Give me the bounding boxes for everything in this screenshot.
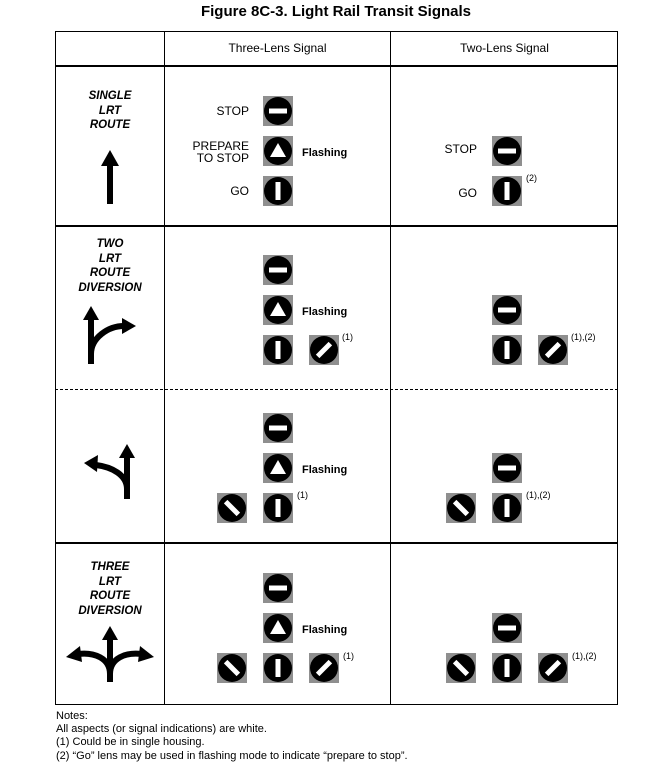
horizontal-bar-icon [263,96,293,126]
header-three-lens: Three-Lens Signal [228,41,327,55]
figure-title: Figure 8C-3. Light Rail Transit Signals [200,3,472,20]
horizontal-bar-icon [492,453,522,483]
lens-stop [492,453,522,483]
vertical-bar-icon [263,653,293,683]
label-stop: STOP [444,142,477,156]
horizontal-bar-icon [263,573,293,603]
lens-stop [263,573,293,603]
left-diversion-arrow-icon [82,443,138,501]
vertical-bar-icon [263,176,293,206]
vertical-bar-icon [263,493,293,523]
row-label-two: TWO LRT ROUTE DIVERSION [78,238,142,294]
note-line: (1) Could be in single housing. [56,736,205,749]
diagonal-left-bar-icon [446,493,476,523]
lens-go-left [217,493,247,523]
lens-go-left [446,653,476,683]
flashing-label: Flashing [302,306,348,318]
lens-prepare [263,453,293,483]
vertical-bar-icon [492,493,522,523]
horizontal-bar-icon [263,413,293,443]
lens-go [263,493,293,523]
row-divider [55,65,618,67]
lens-prepare [263,613,293,643]
column-divider [390,31,391,705]
footnote-mark: (1),(2) [526,490,551,500]
note-line: All aspects (or signal indications) are white. [56,723,267,736]
flashing-label: Flashing [302,464,348,476]
horizontal-bar-icon [492,136,522,166]
vertical-bar-icon [492,335,522,365]
lens-go-right [309,335,339,365]
three-route-diversion-arrow-icon [64,624,156,684]
lens-go-left [217,653,247,683]
diagonal-left-bar-icon [217,493,247,523]
row-divider-dashed [55,389,618,390]
lens-go [492,493,522,523]
diagonal-right-bar-icon [309,653,339,683]
triangle-icon [263,295,293,325]
row-label-three: THREE LRT ROUTE DIVERSION [78,561,142,617]
footnote-mark: (1) [297,490,308,500]
lens-prepare [263,136,293,166]
lens-stop [263,255,293,285]
vertical-bar-icon [492,653,522,683]
header-two-lens: Two-Lens Signal [460,41,549,55]
triangle-icon [263,453,293,483]
lens-go-right [309,653,339,683]
lens-go [263,653,293,683]
diagonal-right-bar-icon [538,335,568,365]
diagonal-right-bar-icon [309,335,339,365]
lens-prepare [263,295,293,325]
lens-stop [492,136,522,166]
lens-go [263,176,293,206]
two-route-diversion-arrow-icon [80,304,140,366]
lens-stop [263,96,293,126]
notes [56,710,408,763]
label-prepare-to-stop: PREPARE TO STOP [192,139,249,165]
footnote-mark: (1),(2) [571,332,596,342]
vertical-bar-icon [492,176,522,206]
straight-arrow-icon [97,148,123,206]
lens-go-left [446,493,476,523]
lens-go [492,653,522,683]
footnote-mark: (1),(2) [572,651,597,661]
horizontal-bar-icon [492,613,522,643]
horizontal-bar-icon [263,255,293,285]
diagonal-left-bar-icon [217,653,247,683]
label-go: GO [230,184,249,198]
footnote-mark: (1) [343,651,354,661]
lens-go [263,335,293,365]
horizontal-bar-icon [492,295,522,325]
label-stop: STOP [216,104,249,118]
lens-stop [492,613,522,643]
row-divider [55,225,618,227]
footnote-mark: (2) [526,173,537,183]
lens-stop [263,413,293,443]
lens-go-right [538,335,568,365]
flashing-label: Flashing [302,624,348,636]
column-divider [164,31,165,705]
lens-go-right [538,653,568,683]
footnote-mark: (1) [342,332,353,342]
lens-go [492,335,522,365]
vertical-bar-icon [263,335,293,365]
diagonal-left-bar-icon [446,653,476,683]
row-label-single: SINGLE LRT ROUTE [88,90,132,131]
label-go: GO [458,186,477,200]
flashing-label: Flashing [302,147,348,159]
lens-stop [492,295,522,325]
triangle-icon [263,613,293,643]
notes-heading: Notes: [56,710,88,722]
note-line: (2) “Go” lens may be used in flashing mode to indicate “prepare to stop”. [56,749,408,762]
row-divider [55,542,618,544]
lens-go [492,176,522,206]
triangle-icon [263,136,293,166]
diagonal-right-bar-icon [538,653,568,683]
